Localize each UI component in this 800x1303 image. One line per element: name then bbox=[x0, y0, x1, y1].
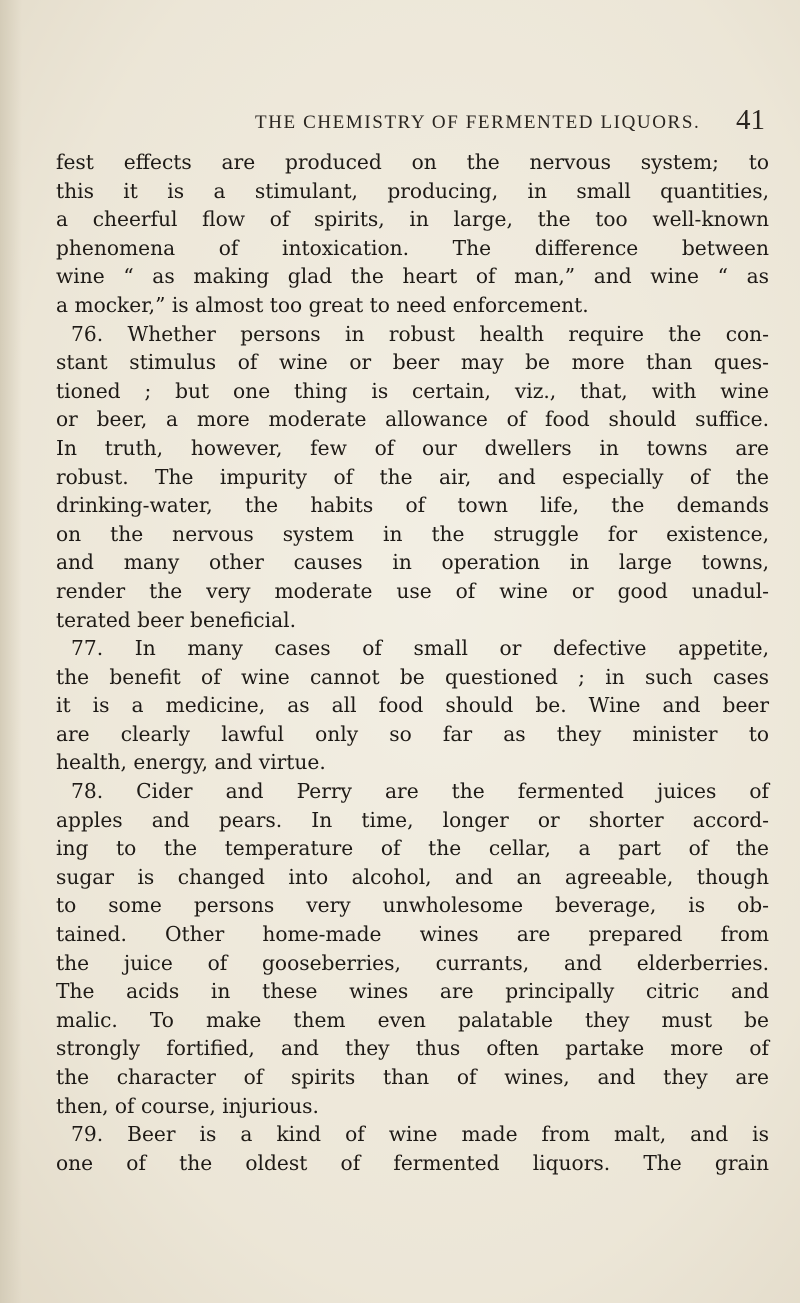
text-line: render the very moderate use of wine or good unadul- bbox=[56, 578, 769, 603]
text-line: on the nervous system in the struggle for existence, bbox=[56, 521, 769, 546]
text-line: are clearly lawful only so far as they minister to bbox=[56, 721, 769, 746]
text-line: and many other causes in operation in large towns, bbox=[56, 550, 769, 575]
text-line: In truth, however, few of our dwellers in towns are bbox=[56, 435, 769, 460]
text-line: terated beer beneficial. bbox=[56, 607, 296, 632]
text-line: The acids in these wines are principally citric and bbox=[56, 979, 769, 1004]
text-line: fest effects are produced on the nervous system; to bbox=[56, 150, 769, 174]
text-line: ing to the temperature of the cellar, a part of the bbox=[56, 836, 769, 861]
text-line: a cheerful flow of spirits, in large, the too well-known bbox=[56, 207, 769, 232]
text-line: 78. Cider and Perry are the fermented juices of bbox=[71, 779, 769, 804]
text-line: the juice of gooseberries, currants, and elderberries. bbox=[56, 950, 769, 975]
text-line: a mocker,” is almost too great to need enforcement. bbox=[56, 292, 589, 317]
text-line: the benefit of wine cannot be questioned ; in such cases bbox=[56, 664, 769, 689]
text-line: apples and pears. In time, longer or shorter accord- bbox=[56, 807, 769, 832]
text-line: the character of spirits than of wines, and they are bbox=[56, 1065, 769, 1089]
text-line: stant stimulus of wine or beer may be more than ques- bbox=[56, 350, 769, 375]
text-line: 76. Whether persons in robust health require the con- bbox=[71, 321, 769, 346]
text-line: 79. Beer is a kind of wine made from malt, and is bbox=[71, 1122, 769, 1147]
text-line: phenomena of intoxication. The difference between bbox=[56, 235, 769, 260]
text-line: sugar is changed into alcohol, and an agreeable, though bbox=[56, 864, 769, 889]
text-line: health, energy, and virtue. bbox=[56, 750, 326, 775]
text-line: tained. Other home-made wines are prepared from bbox=[56, 922, 769, 947]
running-title: THE CHEMISTRY OF FERMENTED LIQUORS. bbox=[255, 112, 701, 133]
text-line: it is a medicine, as all food should be. Wine and beer bbox=[56, 693, 769, 718]
body-text bbox=[56, 148, 769, 1177]
text-line: drinking-water, the habits of town life, the demands bbox=[56, 493, 769, 518]
text-line: 77. In many cases of small or defective appetite, bbox=[71, 636, 769, 661]
page-number: 41 bbox=[736, 104, 765, 136]
text-line: tioned ; but one thing is certain, viz., that, with wine bbox=[56, 378, 769, 403]
text-line: one of the oldest of fermented liquors. The grain bbox=[56, 1150, 769, 1175]
text-line: malic. To make them even palatable they must be bbox=[56, 1007, 769, 1032]
text-line: strongly fortified, and they thus often partake more of bbox=[56, 1036, 769, 1061]
binding-shadow bbox=[0, 0, 22, 1303]
text-line: this it is a stimulant, producing, in small quantities, bbox=[56, 178, 769, 203]
text-line: robust. The impurity of the air, and especially of the bbox=[56, 464, 769, 489]
text-line: or beer, a more moderate allowance of food should suffice. bbox=[56, 407, 769, 432]
text-line: to some persons very unwholesome beverage, is ob- bbox=[56, 893, 769, 918]
text-line: wine “ as making glad the heart of man,” and wine “ as bbox=[56, 264, 769, 289]
text-line: then, of course, injurious. bbox=[56, 1093, 319, 1118]
running-head bbox=[255, 100, 765, 140]
